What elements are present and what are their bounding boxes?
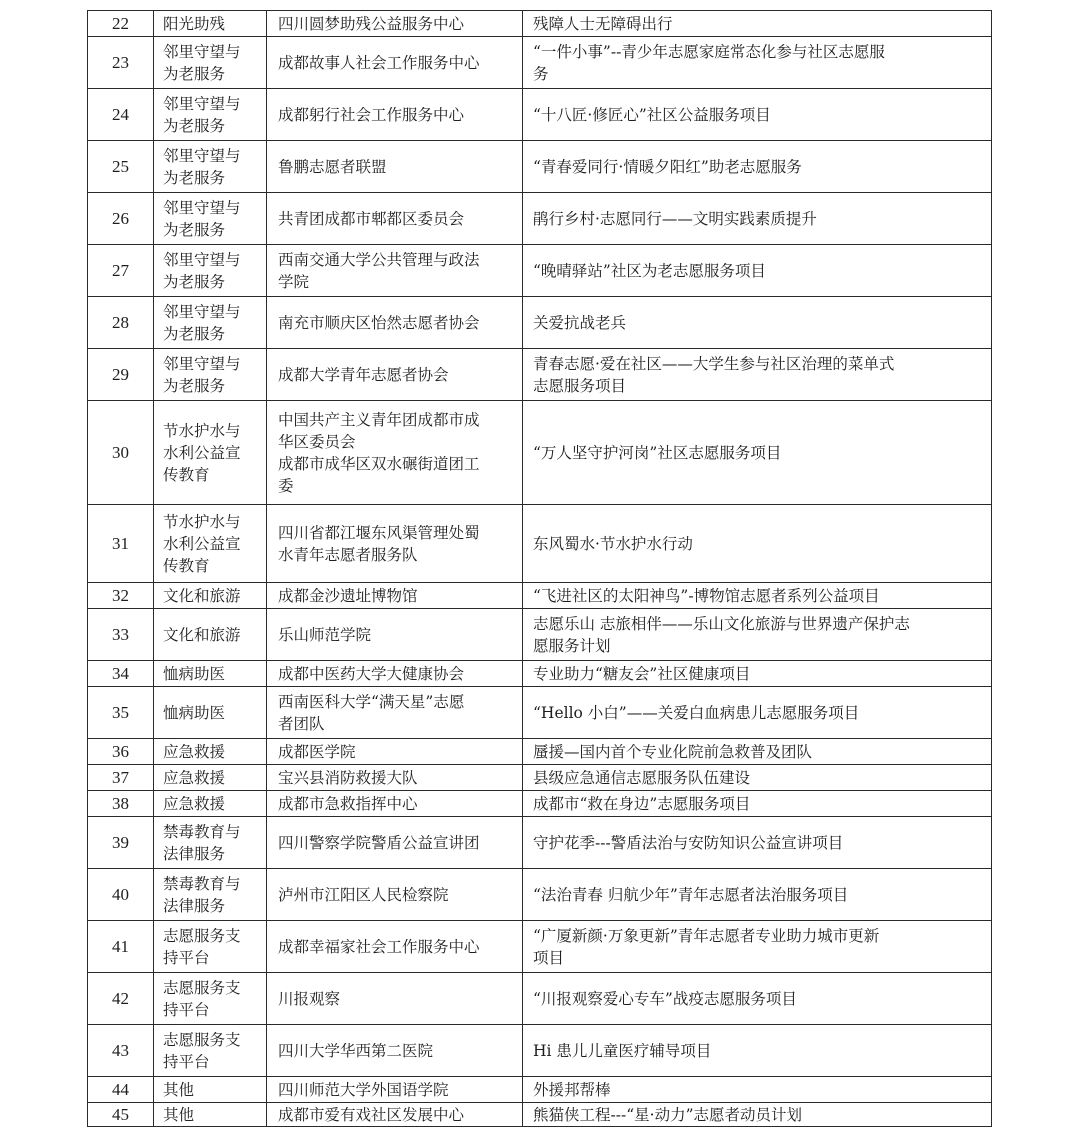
table-row [88,245,992,297]
row-number: 40 [88,869,154,921]
row-category: 邻里守望与 为老服务 [154,245,267,297]
row-project: 专业助力“糖友会”社区健康项目 [523,661,992,687]
row-organization: 南充市顺庆区怡然志愿者协会 [267,297,523,349]
row-category: 阳光助残 [154,11,267,37]
row-project: “十八匠·修匠心”社区公益服务项目 [523,89,992,141]
row-number: 42 [88,973,154,1025]
row-category: 其他 [154,1077,267,1103]
table-body [88,11,992,1127]
row-category: 邻里守望与 为老服务 [154,37,267,89]
row-number: 36 [88,739,154,765]
row-organization: 成都躬行社会工作服务中心 [267,89,523,141]
row-project: “川报观察爱心专车”战疫志愿服务项目 [523,973,992,1025]
row-organization: 成都医学院 [267,739,523,765]
table-row [88,1077,992,1103]
row-organization: 成都金沙遗址博物馆 [267,583,523,609]
row-number: 30 [88,401,154,505]
row-project: “Hello 小白”——关爱白血病患儿志愿服务项目 [523,687,992,739]
row-number: 28 [88,297,154,349]
row-organization: 成都幸福家社会工作服务中心 [267,921,523,973]
row-category: 邻里守望与 为老服务 [154,297,267,349]
row-organization: 成都故事人社会工作服务中心 [267,37,523,89]
table-row [88,609,992,661]
table-row [88,687,992,739]
row-project: 熊猫侠工程---“星·动力”志愿者动员计划 [523,1103,992,1127]
row-organization: 成都大学青年志愿者协会 [267,349,523,401]
row-project: “法治青春 归航少年”青年志愿者法治服务项目 [523,869,992,921]
row-number: 24 [88,89,154,141]
table-row [88,765,992,791]
row-project: 蜃援—国内首个专业化院前急救普及团队 [523,739,992,765]
row-category: 应急救援 [154,791,267,817]
row-category: 其他 [154,1103,267,1127]
row-category: 恤病助医 [154,687,267,739]
row-number: 32 [88,583,154,609]
row-number: 39 [88,817,154,869]
row-project: 关爱抗战老兵 [523,297,992,349]
row-project: 鹃行乡村·志愿同行——文明实践素质提升 [523,193,992,245]
row-organization: 成都市爱有戏社区发展中心 [267,1103,523,1127]
row-project: “万人坚守护河岗”社区志愿服务项目 [523,401,992,505]
row-project: 东风蜀水·节水护水行动 [523,505,992,583]
table-row [88,1103,992,1127]
row-category: 应急救援 [154,765,267,791]
row-number: 41 [88,921,154,973]
row-organization: 四川警察学院警盾公益宣讲团 [267,817,523,869]
table-row [88,973,992,1025]
row-project: “飞进社区的太阳神鸟”-博物馆志愿者系列公益项目 [523,583,992,609]
row-number: 35 [88,687,154,739]
row-organization: 川报观察 [267,973,523,1025]
row-project: 残障人士无障碍出行 [523,11,992,37]
row-organization: 乐山师范学院 [267,609,523,661]
table-row [88,869,992,921]
row-category: 邻里守望与 为老服务 [154,141,267,193]
row-project: 外援邦帮棒 [523,1077,992,1103]
row-category: 志愿服务支 持平台 [154,1025,267,1077]
table-row [88,661,992,687]
row-organization: 西南医科大学“满天星”志愿 者团队 [267,687,523,739]
row-project: “一件小事”--青少年志愿家庭常态化参与社区志愿服 务 [523,37,992,89]
row-category: 禁毒教育与 法律服务 [154,869,267,921]
table-row [88,1025,992,1077]
row-project: 县级应急通信志愿服务队伍建设 [523,765,992,791]
row-category: 志愿服务支 持平台 [154,973,267,1025]
table-row [88,11,992,37]
row-number: 38 [88,791,154,817]
row-project: 志愿乐山 志旅相伴——乐山文化旅游与世界遗产保护志 愿服务计划 [523,609,992,661]
table-row [88,141,992,193]
row-category: 应急救援 [154,739,267,765]
row-number: 44 [88,1077,154,1103]
row-project: 守护花季---警盾法治与安防知识公益宣讲项目 [523,817,992,869]
table-row [88,505,992,583]
row-organization: 共青团成都市郫都区委员会 [267,193,523,245]
row-organization: 四川师范大学外国语学院 [267,1077,523,1103]
row-organization: 成都市急救指挥中心 [267,791,523,817]
table-row [88,297,992,349]
row-project: “广厦新颜·万象更新”青年志愿者专业助力城市更新 项目 [523,921,992,973]
row-number: 37 [88,765,154,791]
row-category: 节水护水与 水利公益宣 传教育 [154,505,267,583]
row-category: 禁毒教育与 法律服务 [154,817,267,869]
table-row [88,817,992,869]
row-number: 33 [88,609,154,661]
row-organization: 成都中医药大学大健康协会 [267,661,523,687]
row-project: “青春爱同行·情暖夕阳红”助老志愿服务 [523,141,992,193]
row-category: 恤病助医 [154,661,267,687]
row-project: Hi 患儿儿童医疗辅导项目 [523,1025,992,1077]
row-organization: 宝兴县消防救援大队 [267,765,523,791]
table-row [88,583,992,609]
row-project: “晚晴驿站”社区为老志愿服务项目 [523,245,992,297]
table-row [88,193,992,245]
row-number: 26 [88,193,154,245]
row-organization: 四川大学华西第二医院 [267,1025,523,1077]
table-row [88,401,992,505]
row-organization: 泸州市江阳区人民检察院 [267,869,523,921]
row-category: 文化和旅游 [154,609,267,661]
row-number: 27 [88,245,154,297]
row-project: 青春志愿·爱在社区——大学生参与社区治理的菜单式 志愿服务项目 [523,349,992,401]
row-category: 邻里守望与 为老服务 [154,89,267,141]
table-row [88,37,992,89]
row-category: 文化和旅游 [154,583,267,609]
row-number: 25 [88,141,154,193]
table-row [88,89,992,141]
volunteer-project-table [87,10,992,1127]
row-category: 邻里守望与 为老服务 [154,193,267,245]
table-row [88,921,992,973]
row-organization: 四川圆梦助残公益服务中心 [267,11,523,37]
table-row [88,349,992,401]
row-category: 节水护水与 水利公益宣 传教育 [154,401,267,505]
row-category: 邻里守望与 为老服务 [154,349,267,401]
row-number: 23 [88,37,154,89]
row-project: 成都市“救在身边”志愿服务项目 [523,791,992,817]
row-organization: 鲁鹏志愿者联盟 [267,141,523,193]
row-category: 志愿服务支 持平台 [154,921,267,973]
row-number: 22 [88,11,154,37]
row-number: 31 [88,505,154,583]
row-number: 29 [88,349,154,401]
table-row [88,791,992,817]
row-number: 45 [88,1103,154,1127]
row-organization: 中国共产主义青年团成都市成 华区委员会 成都市成华区双水碾街道团工 委 [267,401,523,505]
row-organization: 四川省都江堰东风渠管理处蜀 水青年志愿者服务队 [267,505,523,583]
table-row [88,739,992,765]
row-number: 34 [88,661,154,687]
row-organization: 西南交通大学公共管理与政法 学院 [267,245,523,297]
row-number: 43 [88,1025,154,1077]
